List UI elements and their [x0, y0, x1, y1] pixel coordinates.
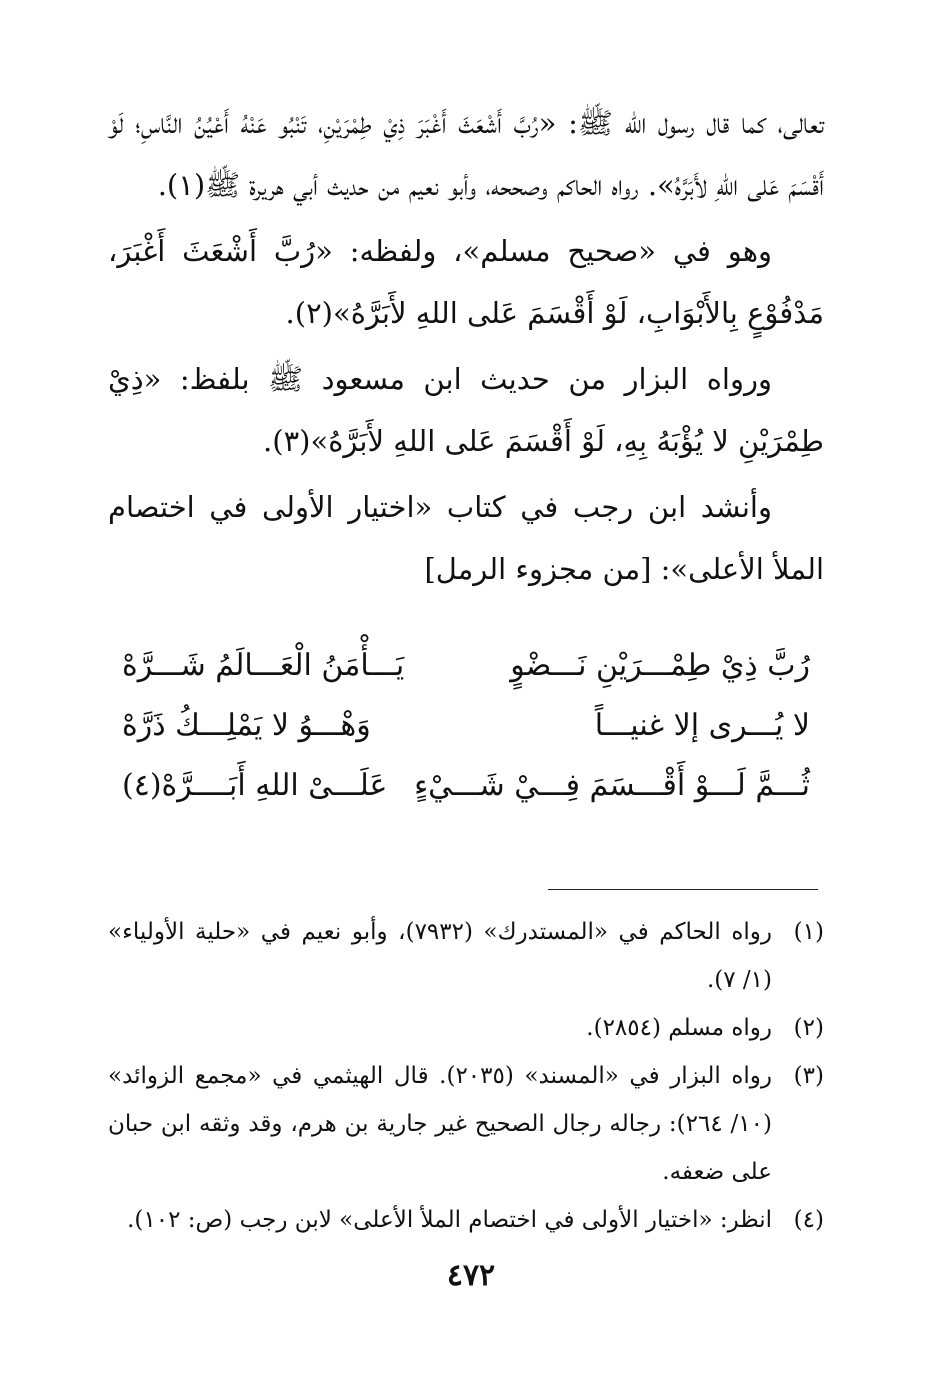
- verse-first-hemistich: رُبَّ ذِيْ طِمْـــرَيْنِ نَـــضْوٍ: [510, 648, 810, 683]
- footnote-text: رواه مسلم (٢٨٥٤).: [586, 1015, 772, 1041]
- verse-second-hemistich: عَلَـــىْ اللهِ أَبَــــرَّهْ(٤): [122, 768, 388, 803]
- verse-second-hemistich: وَهْـــوُ لا يَمْلِـــكُ ذَرَّهْ: [122, 708, 371, 743]
- page-number: ٤٧٢: [446, 1258, 496, 1293]
- paragraph-4: وأنشد ابن رجب في كتاب «اختيار الأولى في اختصام الملأ الأعلى»: [من مجزوء الرمل]: [108, 490, 824, 586]
- verse-second-hemistich: يَـــأْمَنُ الْعَـــالَمُ شَـــرَّهْ: [122, 648, 405, 683]
- footnote: [108, 1196, 824, 1244]
- footnote-separator: [548, 889, 818, 890]
- paragraph-3: ورواه البزار من حديث ابن مسعود ﷺ بلفظ: «ذِيْ طِمْرَيْنِ لا يُؤْبَهُ بِهِ، لَوْ أَقْسَمَ عَلى اللهِ لأَبَرَّهُ»(٣).: [108, 362, 824, 458]
- footnote-number: (١): [793, 919, 824, 945]
- verse-line: [108, 648, 824, 708]
- footnote-number: (٤): [793, 1207, 824, 1233]
- footnote-text: انظر: «اختيار الأولى في اختصام الملأ الأعلى» لابن رجب (ص: ١٠٢).: [127, 1207, 772, 1233]
- paragraph-2: وهو في «صحيح مسلم»، ولفظه: «رُبَّ أَشْعَثَ أَغْبَرَ، مَدْفُوْعٍ بِالأَبْوَابِ، لَوْ أَقْسَمَ عَلى اللهِ لأَبَرَّهُ»(٢).: [108, 234, 824, 330]
- footnotes: [108, 908, 824, 1244]
- verse-first-hemistich: ثُـــمَّ لَـــوْ أَقْـــسَمَ فِـــيْ شَـــيْءٍ: [414, 768, 810, 803]
- footnote-number: (٣): [793, 1063, 824, 1089]
- footnote-text: رواه البزار في «المسند» (٢٠٣٥). قال الهيثمي في «مجمع الزوائد» (١٠/ ٢٦٤): رجاله رجال الصحيح غير جارية بن هرم، وقد وثقه ابن حبان على ضعفه.: [108, 1063, 772, 1185]
- main-text: [108, 92, 824, 604]
- verse-first-hemistich: لا يُـــرى إلا غنيـــاً: [594, 708, 810, 743]
- footnote: [108, 908, 824, 1004]
- footnote: [108, 1052, 824, 1196]
- footnote-text: رواه الحاكم في «المستدرك» (٧٩٣٢)، وأبو نعيم في «حلية الأولياء» (١/ ٧).: [108, 919, 772, 993]
- verse-line: [108, 708, 824, 768]
- footnote-number: (٢): [793, 1015, 824, 1041]
- verse-line: [108, 768, 824, 828]
- footnote: [108, 1004, 824, 1052]
- paragraph-1: تعالى، كما قال رسول الله ﷺ: «رُبَّ أَشْعَثَ أَغْبَرَ ذِيْ طِمْرَيْنِ، تَنْبُو عَنْهُ أَعْيُنُ النَّاسِ؛ لَوْ أَقْسَمَ عَلى اللهِ لأَبَرَّهُ». رواه الحاكم وصححه، وأبو نعيم من حديث أبي هريرة ﷺ(١).: [108, 106, 824, 202]
- poem: [108, 648, 824, 828]
